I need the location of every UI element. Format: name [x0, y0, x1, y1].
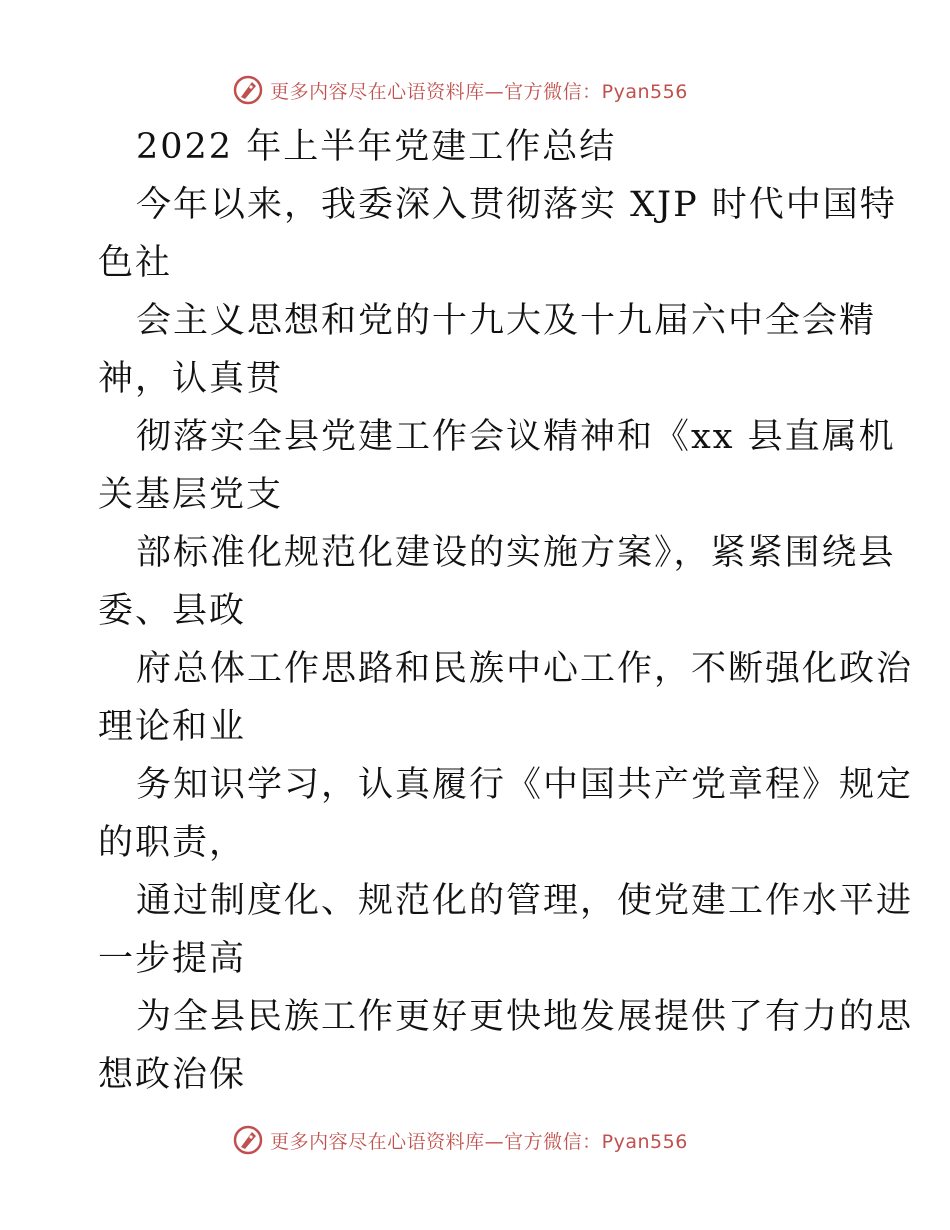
footer-banner: [0, 1120, 950, 1160]
banner-text: 更多内容尽在心语资料库—官方微信：Pyan556: [270, 80, 688, 103]
document-title: 2022 年上半年党建工作总结: [136, 127, 617, 167]
banner-text: 更多内容尽在心语资料库—官方微信：Pyan556: [270, 1130, 688, 1153]
text-line: 今年以来，我委深入贯彻落实 XJP 时代中国特: [136, 185, 897, 225]
header-banner: [0, 70, 950, 110]
text-line: 关基层党支: [98, 475, 284, 515]
text-line: 一步提高: [98, 939, 247, 979]
text-line: 神，认真贯: [98, 359, 284, 399]
text-line: 会主义思想和党的十九大及十九届六中全会精: [136, 301, 877, 341]
text-line: 为全县民族工作更好更快地发展提供了有力的思: [136, 997, 914, 1037]
text-line: 想政治保: [98, 1055, 247, 1095]
document-body: [98, 118, 914, 1104]
text-line: 的职责，: [98, 823, 247, 863]
pen-nib-logo-icon: [232, 74, 264, 106]
text-line: 部标准化规范化建设的实施方案》，紧紧围绕县: [136, 533, 896, 573]
text-line: 委、县政: [98, 591, 247, 631]
text-line: 色社: [98, 243, 173, 283]
text-line: 彻落实全县党建工作会议精神和《xx 县直属机: [136, 417, 896, 457]
pen-nib-logo-icon: [232, 1124, 264, 1156]
text-line: 通过制度化、规范化的管理，使党建工作水平进: [136, 881, 914, 921]
text-line: 务知识学习，认真履行《中国共产党章程》规定: [136, 765, 914, 805]
text-line: 府总体工作思路和民族中心工作，不断强化政治: [136, 649, 914, 689]
text-line: 理论和业: [98, 707, 247, 747]
